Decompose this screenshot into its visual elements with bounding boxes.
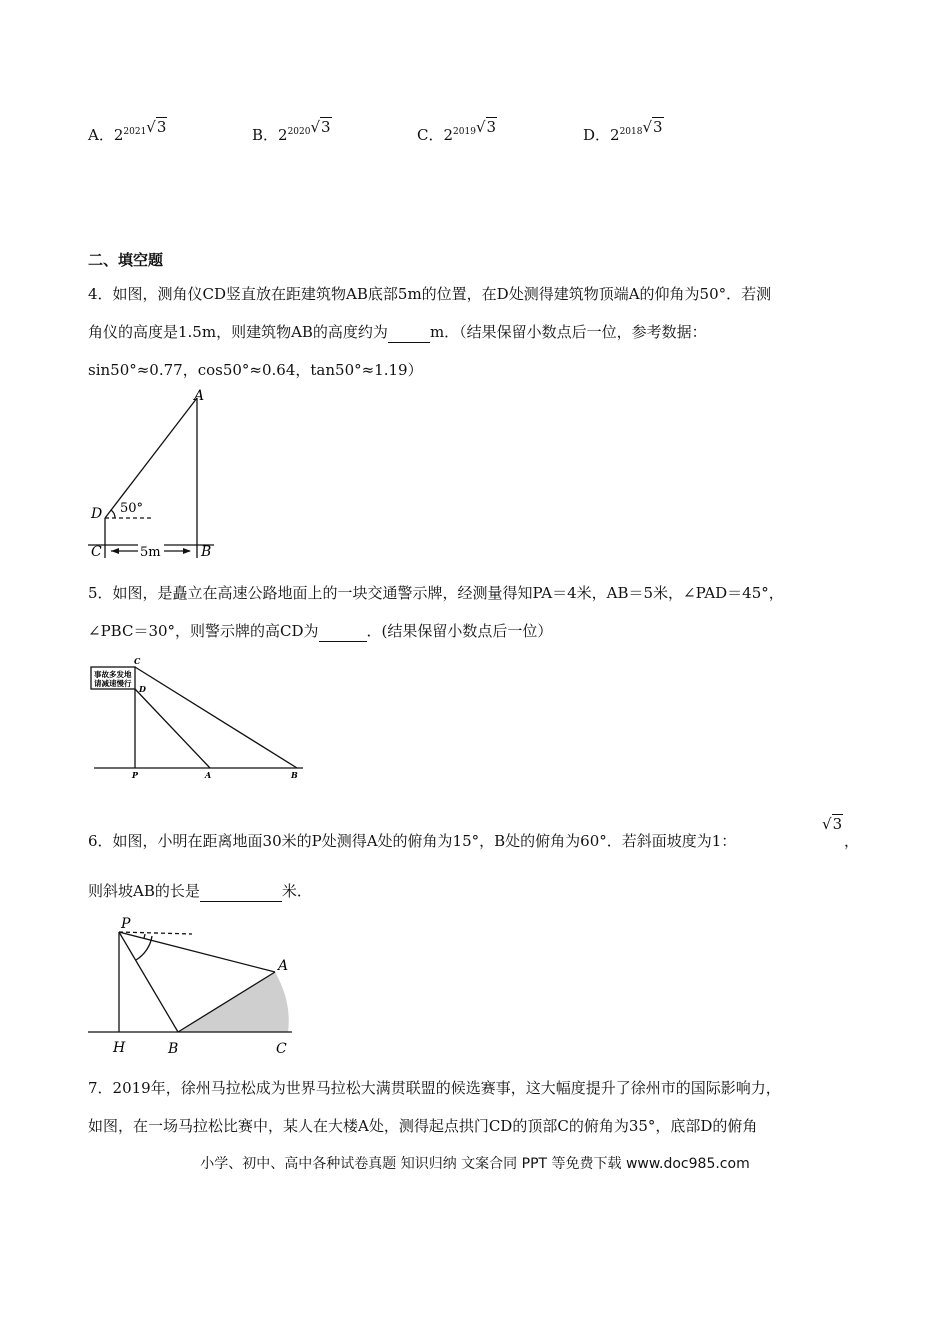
- label-a: A: [194, 388, 205, 404]
- q7-line1: 7．2019年，徐州马拉松成为世界马拉松大满贯联盟的候选赛事，这大幅度提升了徐州市的国际影响力，: [88, 1079, 781, 1097]
- arrow-right-icon: [183, 548, 191, 554]
- q4-figure: [82, 388, 222, 563]
- q6-line2-text-after: 米．: [281, 882, 312, 900]
- option-exponent: 2019: [453, 127, 476, 137]
- q5-line2-text: ∠PBC＝30°，则警示牌的高CD为: [88, 622, 319, 640]
- label-b: B: [168, 1041, 179, 1057]
- q6-sqrt: [822, 815, 843, 833]
- line-cb: [135, 667, 297, 768]
- horizontal-dashed: [119, 932, 192, 934]
- answer-blank: [319, 621, 367, 642]
- angle-label: 50°: [120, 501, 144, 516]
- option-base: 2: [443, 126, 454, 144]
- option-a: [88, 118, 167, 145]
- q4-line2-text: 角仪的高度是1.5m，则建筑物AB的高度约为: [88, 323, 388, 341]
- section-heading: 二、填空题: [88, 251, 164, 269]
- q4-line3: sin50°≈0.77，cos50°≈0.64，tan50°≈1.19）: [88, 361, 423, 379]
- label-b: B: [201, 544, 212, 560]
- q5-line2-text-after: ．(结果保留小数点后一位）: [366, 622, 553, 640]
- option-radicand: 3: [486, 118, 497, 136]
- label-d: D: [91, 506, 103, 522]
- label-c: C: [276, 1041, 287, 1057]
- label-d: D: [139, 684, 146, 694]
- label-c: C: [134, 656, 141, 666]
- label-h: H: [113, 1040, 126, 1056]
- label-p: P: [132, 770, 139, 780]
- option-d: [583, 118, 664, 145]
- q5-line1: 5．如图，是矗立在高速公路地面上的一块交通警示牌，经测量得知PA＝4米，AB＝5米，∠PAD＝45°，: [88, 584, 784, 602]
- line-pa: [119, 932, 275, 972]
- option-base: 2: [113, 126, 124, 144]
- q4-line2-text-after: m．（结果保留小数点后一位，参考数据：: [429, 323, 707, 341]
- sqrt-symbol: √3: [822, 815, 843, 833]
- angle-arc-small: [144, 934, 145, 938]
- sqrt-symbol: √3: [310, 118, 331, 136]
- q6-figure: [82, 912, 302, 1060]
- sign-text-line2: 请减速慢行: [94, 679, 132, 688]
- slope-shaded-area: [178, 972, 289, 1032]
- option-letter: D．: [583, 126, 611, 144]
- sight-line-da: [105, 398, 197, 518]
- sign-text-line1: 事故多发地: [94, 670, 132, 679]
- option-letter: B．: [252, 126, 279, 144]
- option-base: 2: [278, 126, 288, 144]
- answer-blank: [200, 881, 282, 902]
- angle-arc: [111, 510, 115, 518]
- option-base: 2: [610, 126, 620, 144]
- option-c: [417, 118, 497, 145]
- q5-line2: [88, 621, 552, 642]
- sqrt-symbol: √3: [475, 118, 497, 136]
- q6-comma: ，: [844, 832, 860, 850]
- option-exponent: 2021: [123, 127, 147, 137]
- answer-blank: [388, 322, 430, 343]
- q6-line2-text: 则斜坡AB的长是: [88, 882, 200, 900]
- option-exponent: 2020: [287, 127, 311, 137]
- q6-line1: 6．如图，小明在距离地面30米的P处测得A处的俯角为15°，B处的俯角为60°．若斜面坡度为1：: [88, 832, 737, 850]
- q7-line2: 如图，在一场马拉松比赛中，某人在大楼A处，测得起点拱门CD的顶部C的俯角为35°，底部D的俯角: [88, 1117, 758, 1135]
- sqrt-symbol: √3: [146, 118, 167, 136]
- option-radicand: 3: [156, 118, 167, 136]
- q6-line2: [88, 881, 312, 902]
- q5-figure: [88, 656, 313, 781]
- option-letter: C．: [417, 126, 444, 144]
- page-footer: 小学、初中、高中各种试卷真题 知识归纳 文案合同 PPT 等免费下载 www.doc985.com: [200, 1156, 750, 1172]
- label-c: C: [91, 544, 102, 560]
- option-exponent: 2018: [619, 127, 643, 137]
- option-letter: A．: [88, 126, 114, 144]
- label-a: A: [278, 958, 289, 974]
- arrow-left-icon: [111, 548, 119, 554]
- distance-label: 5m: [140, 545, 161, 560]
- label-b: B: [291, 770, 298, 780]
- option-b: [252, 118, 332, 145]
- line-da: [135, 689, 210, 768]
- label-a: A: [205, 770, 212, 780]
- label-p: P: [121, 916, 131, 932]
- q4-line2: [88, 322, 707, 343]
- sqrt-symbol: √3: [642, 118, 663, 136]
- option-radicand: 3: [321, 118, 331, 136]
- option-radicand: 3: [653, 118, 663, 136]
- q6-radicand: 3: [832, 815, 843, 833]
- q4-line1: 4．如图，测角仪CD竖直放在距建筑物AB底部5m的位置，在D处测得建筑物顶端A的仰角为50°．若测: [88, 285, 772, 303]
